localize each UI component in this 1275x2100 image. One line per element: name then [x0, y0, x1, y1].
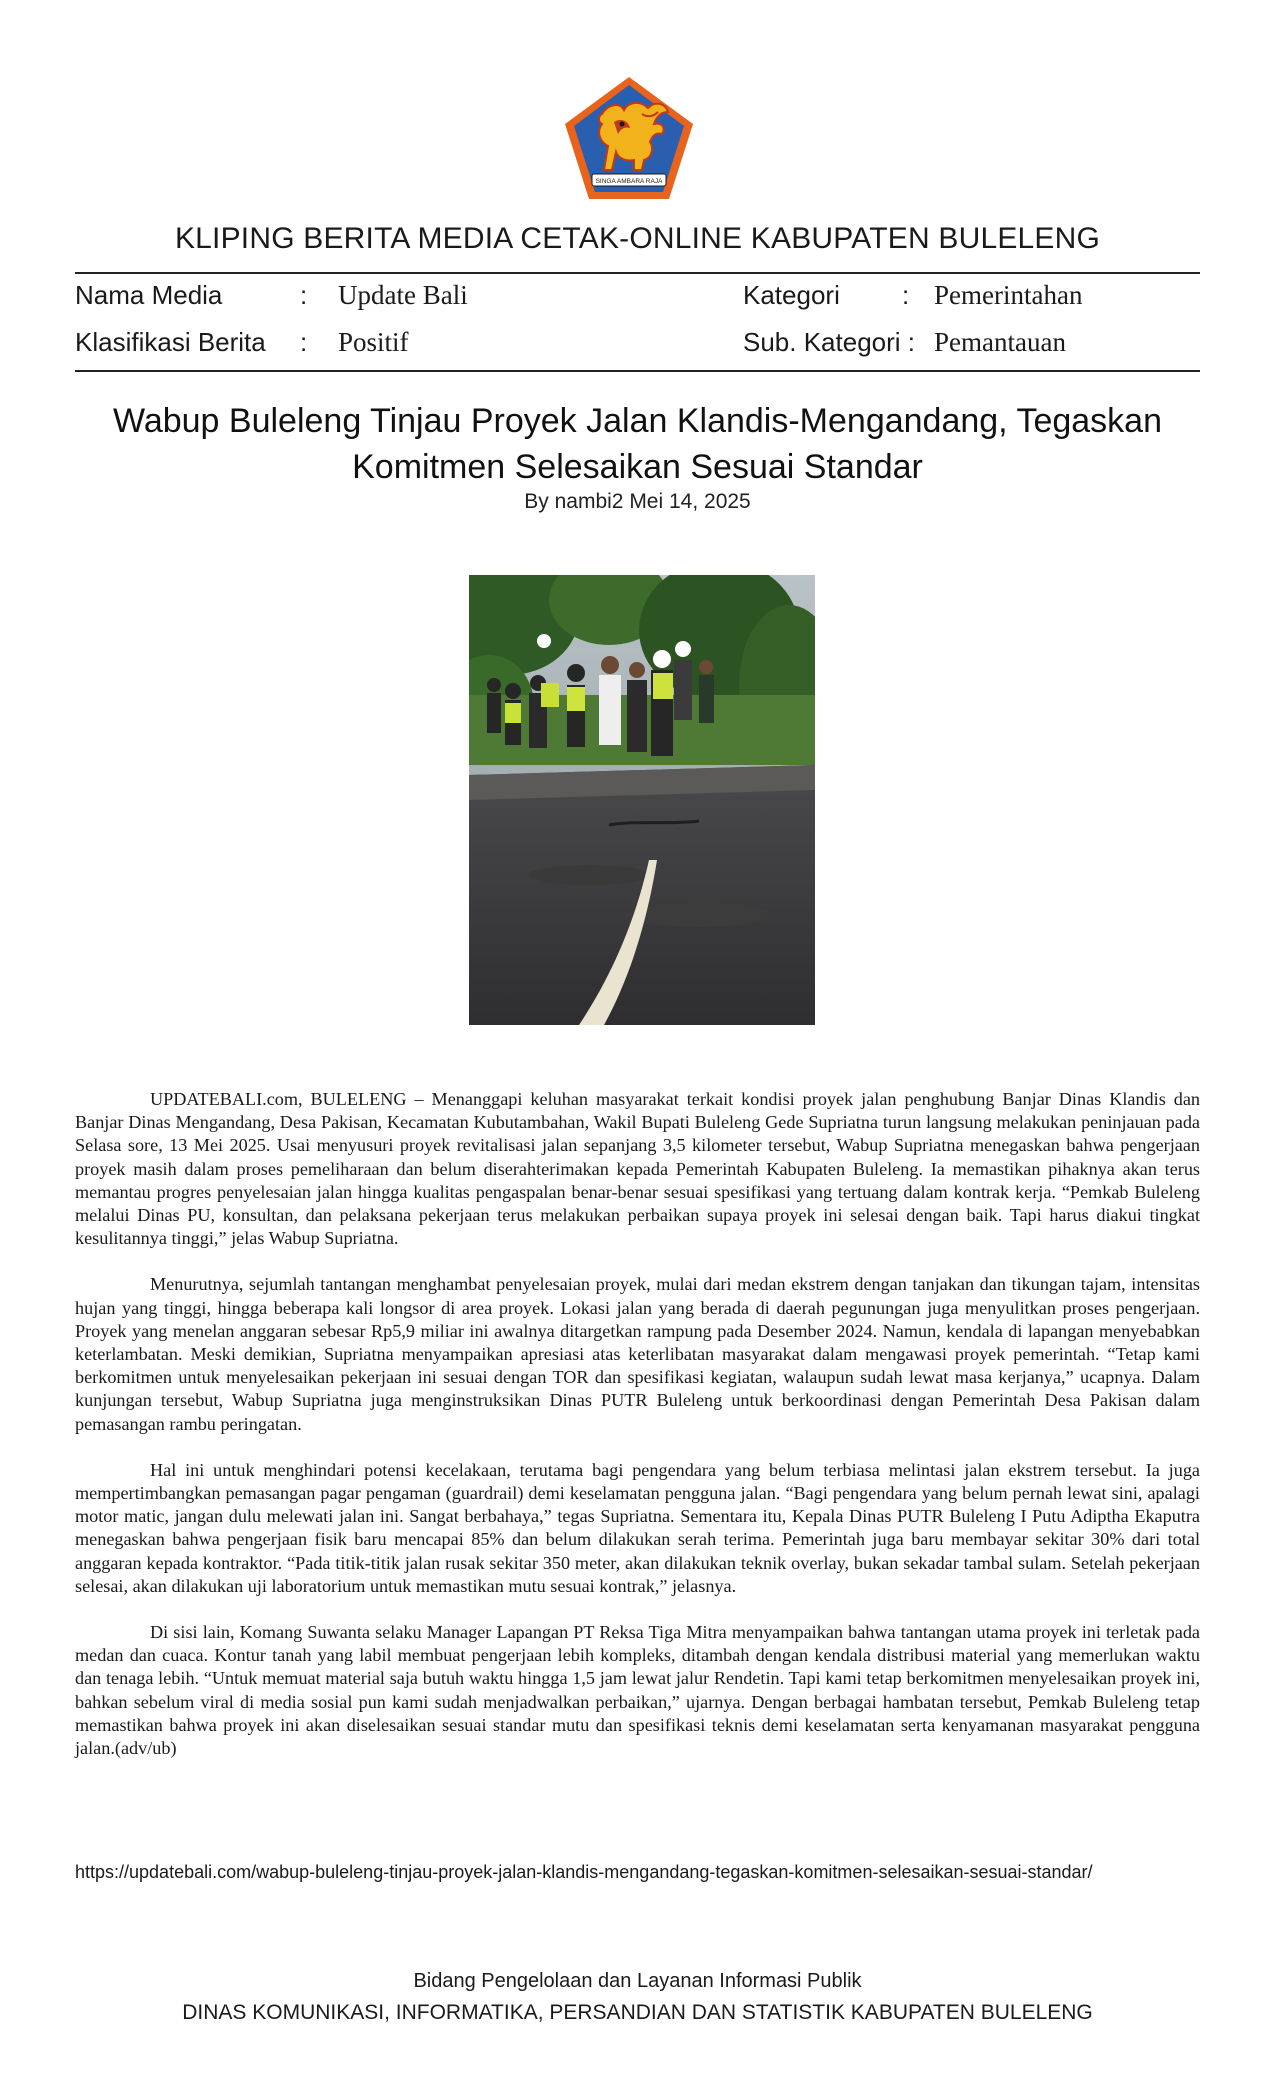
- meta-separator: :: [300, 327, 308, 357]
- header-divider-top: [75, 272, 1200, 274]
- sub-category-value: Pemantauan: [934, 327, 1066, 357]
- svg-text:SINGA AMBARA RAJA: SINGA AMBARA RAJA: [595, 178, 663, 185]
- buleleng-emblem-logo: [562, 74, 696, 202]
- article-paragraph: Menurutnya, sejumlah tantangan menghambat penyelesaian proyek, mulai dari medan ekstrem dengan tanjakan dan tikungan tajam, intensitas hujan yang tinggi, hingga beberapa kali longsor di area proyek. Lokasi jalan yang berada di daerah pegunungan juga menyulitkan proses pengerjaan. Proyek yang menelan anggaran sebesar Rp5,9 miliar ini awalnya ditargetkan rampung pada Desember 2024. Namun, kendala di lapangan menyebabkan keterlambatan. Meski demikian, Supriatna menyampaikan apresiasi atas keterlibatan masyarakat dalam mengawasi proyek pemerintah. “Tetap kami berkomitmen untuk menyelesaikan pekerjaan ini sesuai dengan TOR dan spesifikasi kegiatan, walaupun sudah lewat masa kerjanya,” ucapnya. Dalam kunjungan tersebut, Wabup Supriatna juga menginstruksikan Dinas PUTR Buleleng untuk berkoordinasi dengan Pemerintah Desa Pakisan dalam pemasangan rambu peringatan.: [75, 1274, 1200, 1434]
- clipping-header-title: KLIPING BERITA MEDIA CETAK-ONLINE KABUPATEN BULELENG: [174, 222, 1101, 255]
- classification-label: Klasifikasi Berita: [75, 327, 266, 357]
- media-name-label: Nama Media: [75, 280, 223, 310]
- article-paragraph: Hal ini untuk menghindari potensi kecelakaan, terutama bagi pengendara yang belum terbiasa melintasi jalan ekstrem tersebut. Ia juga mempertimbangkan pemasangan pagar pengaman (guardrail) demi keselamatan pengguna jalan. “Bagi pengendara yang belum pernah lewat sini, apalagi motor matic, jangan dulu melewati jalan ini. Sangat berbahaya,” tegas Supriatna. Sementara itu, Kepala Dinas PUTR Buleleng I Putu Adiptha Ekaputra menegaskan bahwa pengerjaan fisik baru mencapai 85% dan belum dilakukan serah terima. Pemerintah juga baru membayar sekitar 30% dari total anggaran kepada kontraktor. “Pada titik-titik jalan rusak sekitar 350 meter, akan dilakukan teknik overlay, bukan sekadar tambal sulam. Setelah pekerjaan selesai, akan dilakukan uji laboratorium untuk memastikan mutu sesuai kontrak,” jelasnya.: [75, 1459, 1200, 1596]
- source-url-link[interactable]: https://updatebali.com/wabup-buleleng-tinjau-proyek-jalan-klandis-mengandang-tegaskan-komitmen-selesaikan-sesuai-standar/: [75, 1862, 1093, 1882]
- article-paragraph: Di sisi lain, Komang Suwanta selaku Manager Lapangan PT Reksa Tiga Mitra menyampaikan bahwa tantangan utama proyek ini terletak pada medan dan cuaca. Kontur tanah yang labil membuat pengerjaan lebih kompleks, ditambah dengan kendala distribusi material yang memerlukan waktu dan tenaga lebih. “Untuk memuat material saja butuh waktu hingga 1,5 jam lewat jalur Rendetin. Tapi kami tetap berkomitmen menyelesaikan proyek ini, bahkan sebelum viral di media sosial pun kami sudah menjadwalkan perbaikan,” ujarnya. Dengan berbagai hambatan tersebut, Pemkab Buleleng tetap memastikan bahwa proyek ini akan diselesaikan sesuai standar mutu dan spesifikasi teknis demi keselamatan serta kenyamanan masyarakat pengguna jalan.(adv/ub): [75, 1622, 1200, 1759]
- article-byline: By nambi2 Mei 14, 2025: [524, 490, 751, 513]
- article-body: [75, 1088, 1200, 1783]
- header-divider-bottom: [75, 370, 1200, 372]
- meta-separator: :: [902, 280, 910, 310]
- category-label: Kategori: [743, 280, 840, 310]
- footer-agency-name: DINAS KOMUNIKASI, INFORMATIKA, PERSANDIAN DAN STATISTIK KABUPATEN BULELENG: [182, 2001, 1093, 2024]
- footer-division-name: Bidang Pengelolaan dan Layanan Informasi Publik: [413, 1970, 862, 1992]
- category-value: Pemerintahan: [934, 280, 1083, 310]
- media-name-value: Update Bali: [338, 280, 468, 310]
- sub-category-label: Sub. Kategori :: [743, 327, 915, 357]
- meta-separator: :: [300, 280, 308, 310]
- article-photo: [469, 575, 815, 1025]
- classification-value: Positif: [338, 327, 409, 357]
- article-paragraph: UPDATEBALI.com, BULELENG – Menanggapi keluhan masyarakat terkait kondisi proyek jalan penghubung Banjar Dinas Klandis dan Banjar Dinas Mengandang, Desa Pakisan, Kecamatan Kubutambahan, Wakil Bupati Buleleng Gede Supriatna turun langsung melakukan peninjauan pada Selasa sore, 13 Mei 2025. Usai menyusuri proyek revitalisasi jalan sepanjang 3,5 kilometer tersebut, Wabup Supriatna menegaskan bahwa pengerjaan proyek masih dalam proses pemeliharaan dan belum diserahterimakan kepada Pemerintah Kabupaten Buleleng. Ia memastikan pihaknya akan terus memantau progres penyelesaian jalan hingga kualitas pengaspalan benar-benar sesuai spesifikasi yang tertuang dalam kontrak kerja. “Pemkab Buleleng melalui Dinas PU, konsultan, dan pelaksana pekerjaan terus melakukan perbaikan supaya proyek ini selesai dengan baik. Tapi harus diakui tingkat kesulitannya tinggi,” jelas Wabup Supriatna.: [75, 1089, 1200, 1249]
- article-title: Wabup Buleleng Tinjau Proyek Jalan Klandis-Mengandang, Tegaskan Komitmen Selesaikan Sesuai Standar: [112, 402, 1163, 486]
